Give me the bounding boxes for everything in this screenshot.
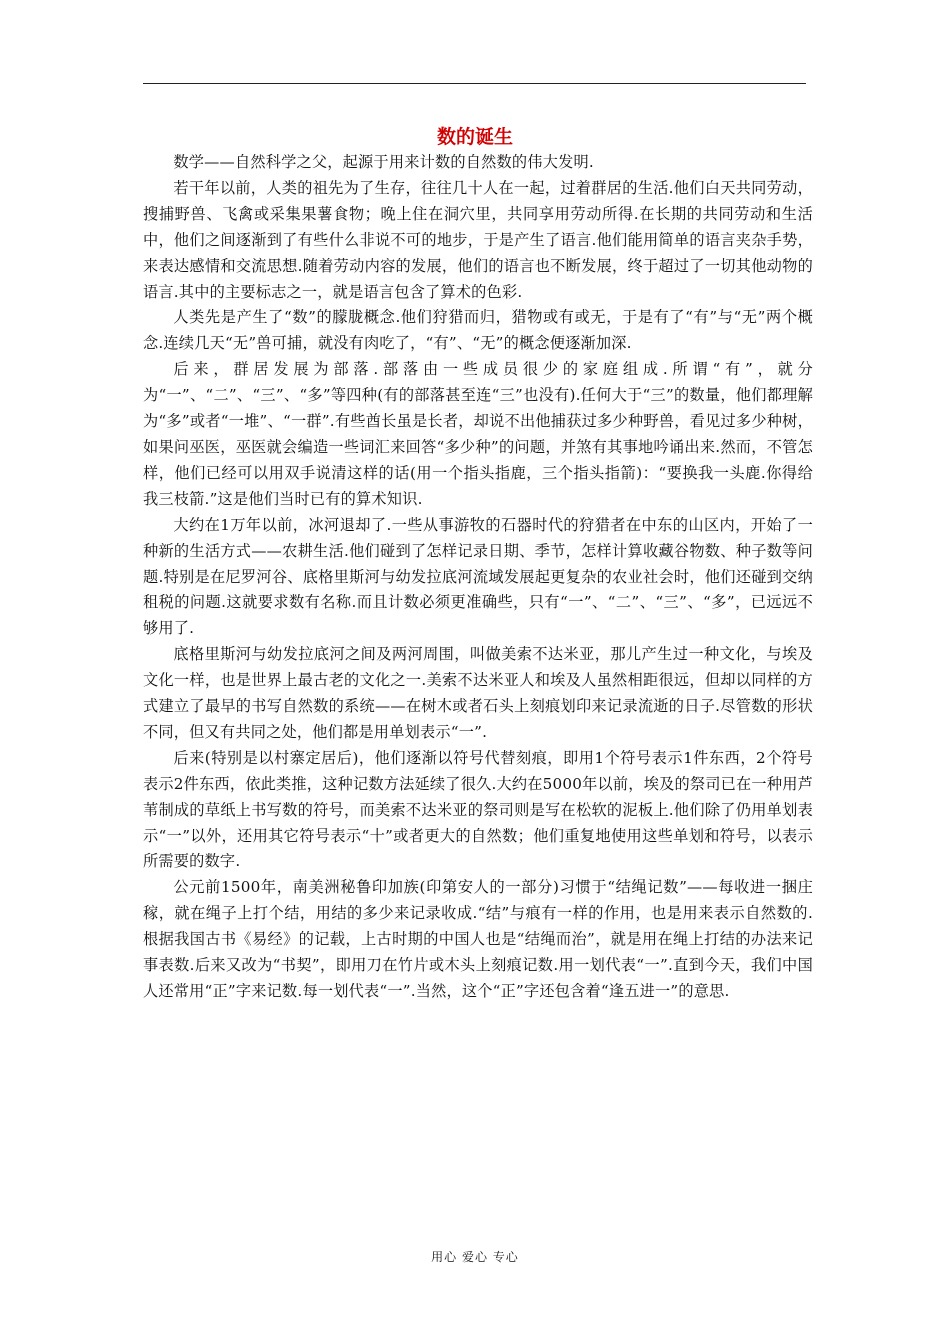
paragraph: 后来，群居发展为部落.部落由一些成员很少的家庭组成.所谓“有”，就分为“一”、“二”、“三”、“多”等四种(有的部落甚至连“三”也没有).任何大于“三”的数量，他们都理解为“多”或者“一堆”、“一群”.有些酋长虽是长者，却说不出他捕获过多少种野兽，看见过多少种树，如果问巫医，巫医就会编造一些词汇来回答“多少种”的问题，并煞有其事地吟诵出来.然而，不管怎样，他们已经可以用双手说清这样的话(用一个指头指鹿，三个指头指箭)：“要换我一头鹿.你得给我三枝箭.”这是他们当时已有的算术知识.: [143, 360, 813, 508]
header-rule: [143, 83, 806, 84]
document-body: [143, 150, 813, 1005]
page-footer: 用心 爱心 专心: [431, 1250, 519, 1264]
paragraph: 若干年以前，人类的祖先为了生存，往往几十人在一起，过着群居的生活.他们白天共同劳动，搜捕野兽、飞禽或采集果薯食物；晚上住在洞穴里，共同享用劳动所得.在长期的共同劳动和生活中，他们之间逐渐到了有些什么非说不可的地步，于是产生了语言.他们能用简单的语言夹杂手势，来表达感情和交流思想.随着劳动内容的发展，他们的语言也不断发展，终于超过了一切其他动物的语言.其中的主要标志之一，就是语言包含了算术的色彩.: [143, 178, 813, 301]
document-title: 数的诞生: [436, 126, 513, 148]
paragraph: 人类先是产生了“数”的朦胧概念.他们狩猎而归，猎物或有或无，于是有了“有”与“无”两个概念.连续几天“无”兽可捕，就没有肉吃了，“有”、“无”的概念便逐渐加深.: [143, 308, 813, 353]
paragraph: 数学——自然科学之父，起源于用来计数的自然数的伟大发明.: [173, 153, 594, 171]
paragraph: 大约在1万年以前，冰河退却了.一些从事游牧的石器时代的狩猎者在中东的山区内，开始了一种新的生活方式——农耕生活.他们碰到了怎样记录日期、季节，怎样计算收藏谷物数、种子数等问题.特别是在尼罗河谷、底格里斯河与幼发拉底河流域发展起更复杂的农业社会时，他们还碰到交纳租税的问题.这就要求数有名称.而且计数必须更准确些，只有“一”、“二”、“三”、“多”，已远远不够用了.: [143, 515, 813, 638]
paragraph: 公元前1500年，南美洲秘鲁印加族(印第安人的一部分)习惯于“结绳记数”——每收进一捆庄稼，就在绳子上打个结，用结的多少来记录收成.“结”与痕有一样的作用，也是用来表示自然数的.根据我国古书《易经》的记载，上古时期的中国人也是“结绳而治”，就是用在绳上打结的办法来记事表数.后来又改为“书契”，即用刀在竹片或木头上刻痕记数.用一划代表“一”.直到今天，我们中国人还常用“正”字来记数.每一划代表“一”.当然，这个“正”字还包含着“逢五进一”的意思.: [143, 878, 813, 1000]
paragraph: 后来(特别是以村寨定居后)，他们逐渐以符号代替刻痕，即用1个符号表示1件东西，2个符号表示2件东西，依此类推，这种记数方法延续了很久.大约在5000年以前，埃及的祭司已在一种用芦苇制成的草纸上书写数的符号，而美索不达米亚的祭司则是写在松软的泥板上.他们除了仍用单划表示“一”以外，还用其它符号表示“十”或者更大的自然数；他们重复地使用这些单划和符号，以表示所需要的数字.: [143, 748, 813, 871]
paragraph: 底格里斯河与幼发拉底河之间及两河周围，叫做美索不达米亚，那儿产生过一种文化，与埃及文化一样，也是世界上最古老的文化之一.美索不达米亚人和埃及人虽然相距很远，但却以同样的方式建立了最早的书写自然数的系统——在树木或者石头上刻痕划印来记录流逝的日子.尽管数的形状不同，但又有共同之处，他们都是用单划表示“一”.: [143, 645, 813, 741]
